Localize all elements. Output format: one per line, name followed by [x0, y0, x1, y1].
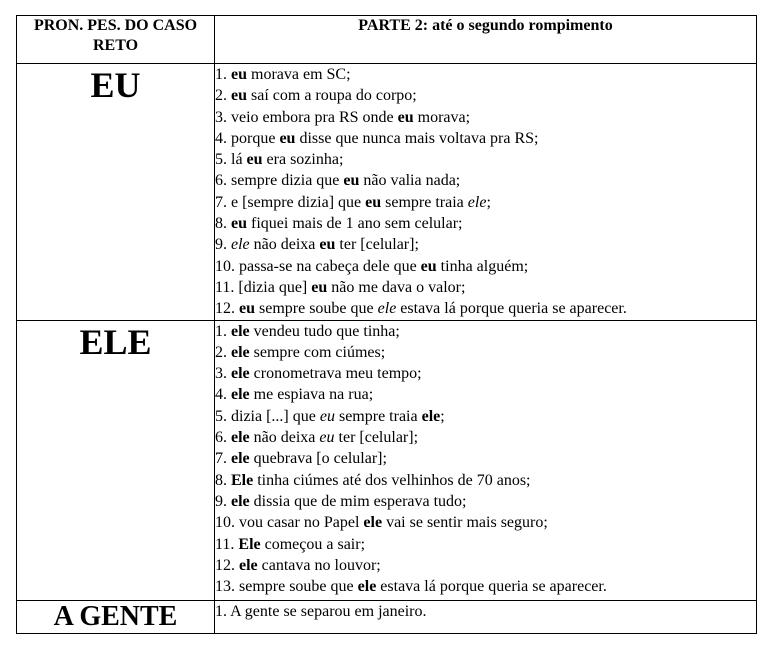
header-row [17, 16, 757, 64]
line-text: vai se sentir mais seguro; [382, 514, 548, 532]
line-text: 7. [215, 450, 231, 468]
line-text: cronometrava meu tempo; [249, 365, 422, 383]
example-line [215, 555, 756, 576]
examples-cell-ele [215, 320, 757, 600]
example-line [215, 192, 756, 213]
line-text: 11. [dizia que] [215, 278, 312, 296]
line-text: 8. [215, 215, 231, 233]
table-row-a-gente [17, 600, 757, 633]
line-text: 6. sempre dizia que [215, 172, 344, 190]
line-text: me espiava na rua; [249, 386, 374, 404]
line-text: ; [440, 407, 445, 425]
example-line [215, 363, 756, 384]
line-text: 3. [215, 365, 231, 383]
bold-pronoun: ele [231, 343, 250, 361]
bold-pronoun: ele [239, 556, 258, 574]
bold-pronoun: eu [319, 236, 336, 254]
example-line [215, 470, 756, 491]
bold-pronoun: eu [239, 300, 255, 318]
bold-pronoun: eu [311, 278, 328, 296]
example-line [215, 534, 756, 555]
example-line [215, 576, 756, 597]
line-text: 7. e [sempre dizia] que [215, 193, 366, 211]
bold-pronoun: eu [231, 215, 247, 233]
example-line [215, 384, 756, 405]
line-text: começou a sair; [260, 535, 366, 553]
line-text: 3. veio embora pra RS onde [215, 108, 398, 126]
table-row-eu [17, 64, 757, 321]
line-text: 2. [215, 87, 231, 105]
line-text: disse que nunca mais voltava pra RS; [295, 129, 539, 147]
line-text: cantava no louvor; [257, 556, 381, 574]
line-text: fiquei mais de 1 ano sem celular; [247, 215, 463, 233]
line-text: estava lá porque queria se aparecer. [396, 300, 627, 318]
bold-pronoun: ele [363, 514, 383, 532]
bold-pronoun: eu [365, 193, 382, 211]
example-line [215, 149, 756, 170]
bold-pronoun: ele [231, 492, 250, 510]
line-text: não me dava o valor; [327, 278, 466, 296]
example-line [215, 107, 756, 128]
bold-pronoun: eu [397, 108, 414, 126]
line-text: 11. [215, 535, 239, 553]
example-line [215, 64, 756, 85]
pronoun-cell-a-gente: A GENTE [17, 600, 215, 633]
line-text: 1. [215, 66, 231, 83]
line-text: 12. [215, 556, 239, 574]
line-text: ; [486, 193, 491, 211]
bold-pronoun: ele [231, 429, 250, 447]
bold-pronoun: ele [231, 322, 250, 340]
example-line [215, 213, 756, 234]
example-line [215, 321, 756, 342]
example-line [215, 342, 756, 363]
bold-pronoun: Ele [238, 535, 261, 553]
line-text: não deixa [249, 429, 320, 447]
line-text: 2. [215, 343, 231, 361]
line-text: 9. [215, 236, 231, 254]
line-text: 10. passa-se na cabeça dele que [215, 257, 421, 275]
example-line [215, 298, 756, 319]
line-text: 13. sempre soube que [215, 578, 358, 596]
example-line [215, 234, 756, 255]
example-line [215, 277, 756, 298]
line-text: morava; [413, 108, 471, 126]
line-text: vendeu tudo que tinha; [249, 322, 400, 340]
line-text: era sozinha; [262, 151, 344, 169]
bold-pronoun: ele [231, 450, 250, 468]
header-part2-column: PARTE 2: até o segundo rompimento [215, 16, 757, 64]
line-text: estava lá porque queria se aparecer. [376, 578, 607, 596]
bold-pronoun: eu [231, 87, 247, 105]
bold-pronoun: eu [231, 66, 247, 83]
line-text: ter [celular]; [334, 429, 419, 447]
line-text: 1. [215, 322, 231, 340]
line-text: dissia que de mim esperava tudo; [249, 492, 467, 510]
line-text: ter [celular]; [335, 236, 419, 254]
pronoun-cell-ele: ELE [17, 320, 215, 600]
line-text: 4. [215, 386, 231, 404]
examples-cell-a-gente [215, 600, 757, 633]
line-text: tinha alguém; [436, 257, 529, 275]
line-text: 8. [215, 471, 231, 489]
line-text: quebrava [o celular]; [249, 450, 387, 468]
line-text: 9. [215, 492, 231, 510]
italic-pronoun: eu [319, 407, 335, 425]
line-text: tinha ciúmes até dos velhinhos de 70 anos; [253, 471, 531, 489]
line-text: sempre com ciúmes; [249, 343, 386, 361]
bold-pronoun: ele [231, 386, 250, 404]
example-line [215, 128, 756, 149]
line-text: sempre traia [381, 193, 468, 211]
bold-pronoun: Ele [231, 471, 254, 489]
line-text: 10. vou casar no Papel [215, 514, 364, 532]
bold-pronoun: eu [279, 129, 296, 147]
header-pronoun-column: PRON. PES. DO CASO RETO [17, 16, 215, 64]
line-text: não deixa [249, 236, 320, 254]
line-text: morava em SC; [247, 66, 351, 83]
example-line [215, 491, 756, 512]
example-line [215, 256, 756, 277]
table-row-ele [17, 320, 757, 600]
italic-pronoun: eu [319, 429, 335, 447]
examples-cell-eu [215, 64, 757, 321]
example-line [215, 170, 756, 191]
line-text: sempre soube que [255, 300, 378, 318]
line-text: 5. lá [215, 151, 247, 169]
bold-pronoun: ele [357, 578, 377, 596]
line-text: 5. dizia [...] que [215, 407, 320, 425]
example-line [215, 406, 756, 427]
line-text: sempre traia [334, 407, 422, 425]
italic-pronoun: ele [231, 236, 250, 254]
bold-pronoun: eu [246, 151, 263, 169]
line-text: 6. [215, 429, 231, 447]
example-line [215, 601, 756, 622]
example-line [215, 427, 756, 448]
line-text: não valia nada; [359, 172, 461, 190]
example-line [215, 85, 756, 106]
pronoun-table [16, 15, 757, 634]
bold-pronoun: eu [420, 257, 437, 275]
italic-pronoun: ele [467, 193, 487, 211]
example-line [215, 512, 756, 533]
line-text: 4. porque [215, 129, 280, 147]
pronoun-cell-eu: EU [17, 64, 215, 321]
bold-pronoun: ele [421, 407, 441, 425]
line-text: 12. [215, 300, 239, 318]
bold-pronoun: eu [343, 172, 360, 190]
line-text: 1. A gente se separou em janeiro. [215, 602, 427, 620]
line-text: saí com a roupa do corpo; [247, 87, 417, 105]
italic-pronoun: ele [377, 300, 397, 318]
example-line [215, 448, 756, 469]
bold-pronoun: ele [231, 365, 250, 383]
